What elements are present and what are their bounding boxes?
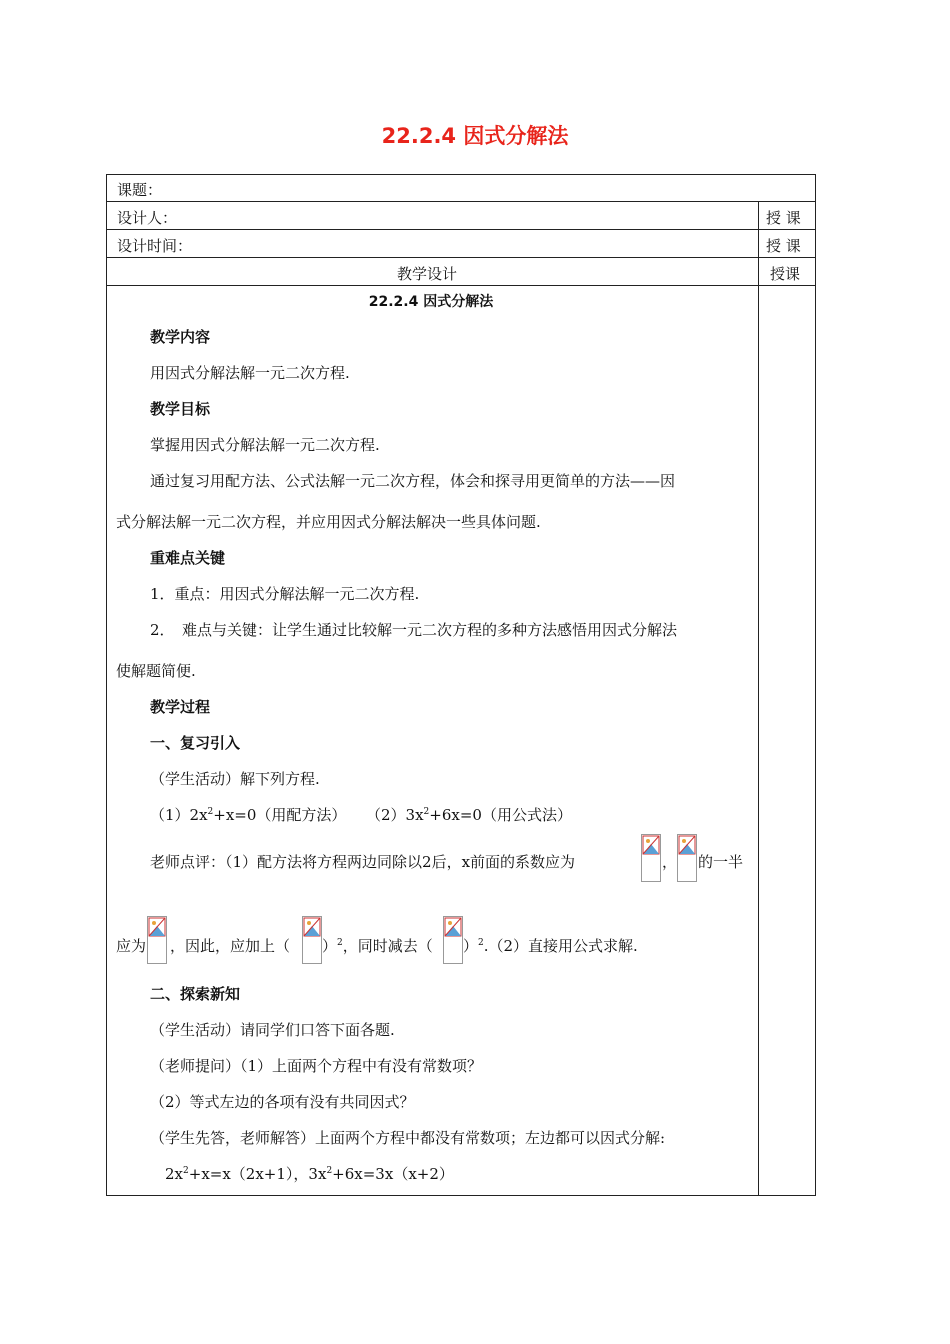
equation-text: 2x [165,1165,184,1183]
equation-text: +6x=3x（x+2） [332,1165,454,1183]
paragraph: （2）等式左边的各项有没有共同因式？ [150,1093,415,1111]
paragraph: 2． 难点与关键：让学生通过比较解一元二次方程的多种方法感悟用因式分解法 [150,621,678,639]
paragraph: 使解题简便. [116,662,196,680]
paragraph: 通过复习用配方法、公式法解一元二次方程，体会和探寻用更简单的方法——因 [150,472,676,490]
paragraph: 式分解法解一元二次方程，并应用因式分解法解决一些具体问题. [116,513,541,531]
row-divider [107,201,815,202]
factored-equations [165,1163,454,1184]
row-divider [107,257,815,258]
heading-key-points: 重难点关键 [150,549,226,567]
paragraph: 老师点评：（1）配方法将方程两边同除以2后，x前面的系数应为 [150,853,576,871]
equation-text: +x=0（用配方法） [213,806,347,824]
paragraph: 掌握用因式分解法解一元二次方程. [150,436,380,454]
exponent: 2 [207,807,214,817]
formula-image-icon [147,916,167,964]
heading-teaching-goals: 教学目标 [150,400,211,418]
paragraph [322,935,433,956]
exponent: 2 [326,1166,333,1176]
heading-teaching-content: 教学内容 [150,328,211,346]
heading-teaching-process: 教学过程 [150,698,211,716]
heading-review: 一、复习引入 [150,734,241,752]
page-title: 22.2.4 因式分解法 [381,124,569,148]
topic-label: 课题： [117,181,163,199]
exponent: 2 [478,938,484,948]
paragraph: （学生活动）解下列方程. [150,770,320,788]
equation-text: （1）2x [150,806,208,824]
equation-1 [150,804,346,825]
content-subtitle: 22.2.4 因式分解法 [368,294,494,310]
lesson-plan-table [106,174,816,1196]
teaching-design-header: 教学设计 [397,265,458,283]
formula-image-icon [641,834,661,882]
paren: ） [463,937,479,955]
paragraph: 的一半 [698,853,744,871]
right-col-label-3: 授课 [770,265,801,283]
design-time-label: 设计时间： [117,237,193,255]
column-divider [758,201,759,1195]
designer-label: 设计人： [117,209,178,227]
equation-text: +6x=0（用公式法） [429,806,572,824]
exponent: 2 [337,938,343,948]
equation-text: +x=x（2x+1），3x [188,1165,327,1183]
row-divider [107,229,815,230]
paren: ） [322,937,338,955]
equation-2 [366,804,572,825]
formula-image-icon [302,916,322,964]
exponent: 2 [423,807,430,817]
row-divider [107,285,815,286]
paragraph: （学生先答，老师解答）上面两个方程中都没有常数项；左边都可以因式分解: [150,1129,666,1147]
right-col-label-1: 授 课 [766,209,801,227]
paragraph: 用因式分解法解一元二次方程. [150,364,350,382]
heading-explore: 二、探索新知 [150,985,241,1003]
paragraph [463,935,638,956]
formula-image-icon [443,916,463,964]
paragraph: ，因此，应加上（ [170,937,291,955]
paragraph: 1．重点：用因式分解法解一元二次方程. [150,585,420,603]
paragraph: （学生活动）请同学们口答下面各题. [150,1021,395,1039]
paragraph-text: .（2）直接用公式求解. [483,937,638,955]
paragraph-text: ，同时减去（ [342,937,433,955]
equation-text: （2）3x [366,806,424,824]
paragraph: （老师提问）（1）上面两个方程中有没有常数项？ [150,1057,483,1075]
exponent: 2 [183,1166,189,1176]
right-col-label-2: 授 课 [766,237,801,255]
comma: ， [662,853,678,871]
formula-image-icon [677,834,697,882]
paragraph: 应为 [116,937,147,955]
